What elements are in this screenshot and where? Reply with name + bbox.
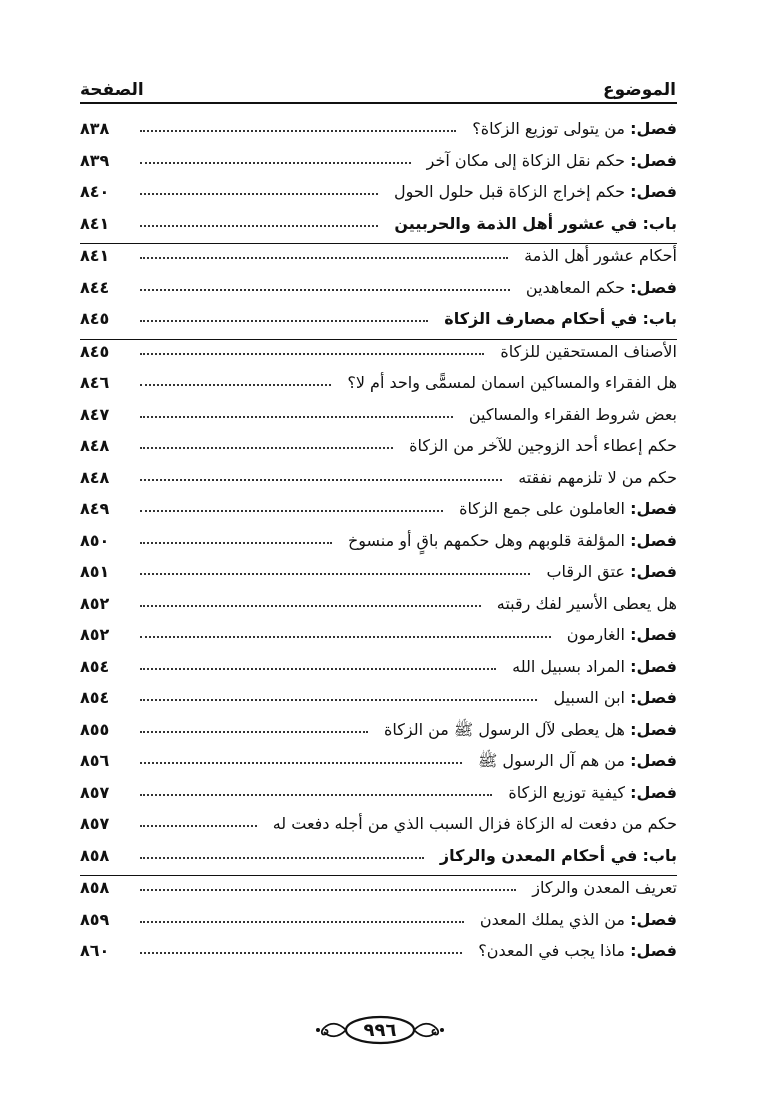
leader-dots	[140, 794, 492, 796]
entry-title	[493, 594, 677, 613]
entry-page-number: ٨٤١	[80, 246, 110, 265]
entry-title	[344, 531, 677, 550]
entry-title	[440, 309, 677, 328]
leader-dots	[140, 952, 462, 954]
entry-prefix: فصل:	[630, 182, 677, 201]
entry-title	[380, 720, 677, 743]
index-list	[80, 117, 677, 971]
leader-dots	[140, 510, 443, 512]
index-row	[80, 908, 677, 940]
entry-title	[390, 214, 677, 233]
entry-title	[468, 119, 677, 138]
entry-title	[514, 468, 677, 487]
entry-prefix: باب:	[642, 845, 677, 865]
entry-page-number: ٨٥٢	[80, 593, 110, 613]
entry-prefix: فصل:	[630, 150, 677, 170]
index-row	[80, 529, 677, 561]
entry-prefix: فصل:	[630, 719, 677, 739]
entry-page-number: ٨٤٧	[80, 404, 110, 424]
entry-title	[390, 182, 677, 201]
entry-page-number: ٨٥٠	[80, 530, 110, 550]
leader-dots	[140, 384, 331, 386]
leader-dots	[140, 636, 551, 638]
entry-text: تعريف المعدن والركاز	[532, 878, 677, 897]
entry-prefix: فصل:	[630, 625, 677, 644]
index-row	[80, 844, 677, 877]
index-row	[80, 781, 677, 813]
entry-title	[343, 373, 677, 392]
entry-prefix: فصل:	[630, 941, 677, 960]
entry-page-number: ٨٤٥	[80, 309, 110, 328]
entry-text: هل يعطى الأسير لفك رقبته	[496, 593, 677, 613]
leader-dots	[140, 353, 484, 355]
entry-text: من يتولى توزيع الزكاة؟	[472, 119, 625, 138]
entry-text: حكم من لا تلزمهم نفقته	[518, 467, 677, 487]
leader-dots	[140, 257, 508, 259]
entry-prefix: فصل:	[630, 656, 677, 676]
index-row	[80, 623, 677, 655]
leader-dots	[140, 857, 424, 859]
entry-page-number: ٨٥٨	[80, 845, 110, 865]
entry-title	[474, 751, 677, 774]
entry-page-number: ٨٤٦	[80, 373, 110, 392]
entry-page-number: ٨٤٩	[80, 499, 110, 518]
entry-text: في عشور أهل الذمة والحربيين	[394, 213, 638, 233]
entry-title	[423, 151, 677, 170]
index-row	[80, 939, 677, 971]
entry-title	[549, 688, 677, 707]
entry-page-number: ٨٥٥	[80, 719, 110, 739]
entry-text: الأصناف المستحقين للزكاة	[500, 341, 677, 361]
entry-text: من الذي يملك المعدن	[479, 909, 625, 929]
entry-text: ماذا يجب في المعدن؟	[478, 941, 625, 960]
leader-dots	[140, 889, 516, 891]
entry-text: ابن السبيل	[553, 688, 625, 707]
entry-page-number: ٨٥٨	[80, 878, 110, 897]
index-row	[80, 876, 677, 908]
entry-page-number: ٨٣٩	[80, 150, 110, 170]
page-column-header: الصفحة	[80, 80, 144, 100]
entry-prefix: فصل:	[630, 909, 677, 929]
index-row	[80, 655, 677, 687]
entry-page-number: ٨٥٤	[80, 688, 110, 707]
entry-prefix: فصل:	[630, 562, 677, 581]
entry-title	[405, 436, 677, 455]
entry-text: في أحكام المعدن والركاز	[439, 845, 638, 865]
entry-text: المراد بسبيل الله	[512, 656, 625, 676]
entry-text: المؤلفة قلوبهم وهل حكمهم باقٍ أو منسوخ	[347, 530, 625, 550]
leader-dots	[140, 762, 462, 764]
entry-text: هل الفقراء والمساكين اسمان لمسمًّى واحد أم لا؟	[347, 373, 677, 392]
entry-text: العاملون على جمع الزكاة	[459, 499, 625, 518]
entry-page-number: ٨٥٢	[80, 625, 110, 644]
leader-dots	[140, 130, 456, 132]
entry-page-number: ٨٦٠	[80, 941, 110, 960]
entry-text: الغارمون	[566, 625, 625, 644]
table-header	[80, 74, 676, 100]
leader-dots	[140, 289, 510, 291]
entry-page-number: ٨٥١	[80, 562, 110, 581]
leader-dots	[140, 668, 496, 670]
leader-dots	[140, 162, 411, 164]
entry-title	[474, 941, 677, 960]
entry-text: هل يعطى لآل الرسول ﷺ من الزكاة	[383, 719, 625, 739]
leader-dots	[140, 921, 464, 923]
entry-page-number: ٨٤٤	[80, 277, 110, 297]
index-row	[80, 686, 677, 718]
leader-dots	[140, 605, 481, 607]
leader-dots	[140, 416, 453, 418]
entry-title	[476, 910, 677, 929]
leader-dots	[140, 479, 502, 481]
entry-text: حكم من دفعت له الزكاة فزال السبب الذي من أجله دفعت له	[272, 814, 677, 833]
entry-page-number: ٨٣٨	[80, 119, 110, 138]
entry-page-number: ٨٤٨	[80, 436, 110, 455]
entry-title	[504, 783, 677, 802]
index-row	[80, 592, 677, 624]
index-row	[80, 560, 677, 592]
entry-title	[455, 499, 677, 518]
entry-title	[436, 846, 677, 865]
index-row	[80, 149, 677, 181]
entry-text: من هم آل الرسول ﷺ	[477, 751, 625, 770]
entry-title	[520, 246, 677, 265]
topic-column-header: الموضوع	[603, 80, 676, 100]
leader-dots	[140, 447, 393, 449]
entry-text: أحكام عشور أهل الذمة	[524, 246, 677, 265]
entry-page-number: ٨٥٤	[80, 656, 110, 676]
leader-dots	[140, 573, 530, 575]
entry-title	[528, 878, 677, 897]
index-row	[80, 749, 677, 781]
entry-title	[563, 625, 677, 644]
entry-prefix: باب:	[642, 309, 677, 328]
entry-title	[269, 814, 677, 833]
index-row	[80, 403, 677, 435]
entry-page-number: ٨٥٧	[80, 782, 110, 802]
entry-prefix: فصل:	[630, 277, 677, 297]
leader-dots	[140, 542, 332, 544]
entry-text: حكم إعطاء أحد الزوجين للآخر من الزكاة	[409, 436, 677, 455]
entry-title	[522, 278, 677, 297]
index-row	[80, 180, 677, 212]
index-row	[80, 466, 677, 498]
leader-dots	[140, 731, 368, 733]
page-number: ٩٩٦	[363, 1019, 397, 1041]
entry-prefix: فصل:	[630, 119, 677, 138]
entry-prefix: فصل:	[630, 499, 677, 518]
entry-prefix: فصل:	[630, 751, 677, 770]
entry-page-number: ٨٥٦	[80, 751, 110, 770]
leader-dots	[140, 825, 257, 827]
entry-text: بعض شروط الفقراء والمساكين	[468, 404, 677, 424]
entry-title	[508, 657, 677, 676]
entry-text: في أحكام مصارف الزكاة	[444, 309, 638, 328]
leader-dots	[140, 699, 537, 701]
entry-title	[465, 405, 677, 424]
entry-page-number: ٨٥٩	[80, 909, 110, 929]
index-row	[80, 497, 677, 529]
index-row	[80, 276, 677, 308]
entry-title	[542, 562, 677, 581]
entry-text: كيفية توزيع الزكاة	[508, 782, 625, 802]
leader-dots	[140, 320, 428, 322]
entry-prefix: فصل:	[630, 782, 677, 802]
leader-dots	[140, 193, 378, 195]
entry-page-number: ٨٤٥	[80, 341, 110, 361]
index-row	[80, 244, 677, 276]
entry-page-number: ٨٥٧	[80, 814, 110, 833]
entry-prefix: فصل:	[630, 530, 677, 550]
leader-dots	[140, 225, 378, 227]
entry-prefix: فصل:	[630, 688, 677, 707]
entry-title	[496, 342, 677, 361]
entry-page-number: ٨٤١	[80, 213, 110, 233]
index-row	[80, 812, 677, 844]
entry-prefix: باب:	[642, 213, 677, 233]
entry-text: حكم نقل الزكاة إلى مكان آخر	[426, 150, 625, 170]
entry-text: عتق الرقاب	[546, 562, 625, 581]
index-row	[80, 307, 677, 340]
entry-page-number: ٨٤٠	[80, 182, 110, 201]
page-footer	[310, 1010, 450, 1050]
entry-text: حكم المعاهدين	[525, 277, 625, 297]
entry-text: حكم إخراج الزكاة قبل حلول الحول	[394, 182, 625, 201]
index-row	[80, 371, 677, 403]
index-row	[80, 117, 677, 149]
index-row	[80, 340, 677, 372]
index-row	[80, 212, 677, 245]
index-row	[80, 718, 677, 750]
header-divider	[80, 102, 677, 104]
entry-page-number: ٨٤٨	[80, 467, 110, 487]
index-row	[80, 434, 677, 466]
